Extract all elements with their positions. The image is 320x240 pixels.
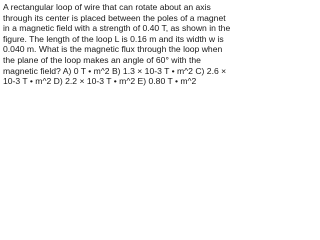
question-text: A rectangular loop of wire that can rotate about an axis through its center is placed between the poles of a magnet in a magnetic field with a strength of 0.40 T, as shown in the figure. The length of the loop L is 0.16 m and its width w is 0.040 m. What is the magnetic flux through the loop when the plane of the loop makes an angle of 60° with the magnetic field? A) 0 T • m^2 B) 1.3 × 10-3 T • m^2 C) 2.6 × 10-3 T • m^2 D) 2.2 × 10-3 T • m^2 E) 0.80 T • m^2	[3, 2, 231, 87]
